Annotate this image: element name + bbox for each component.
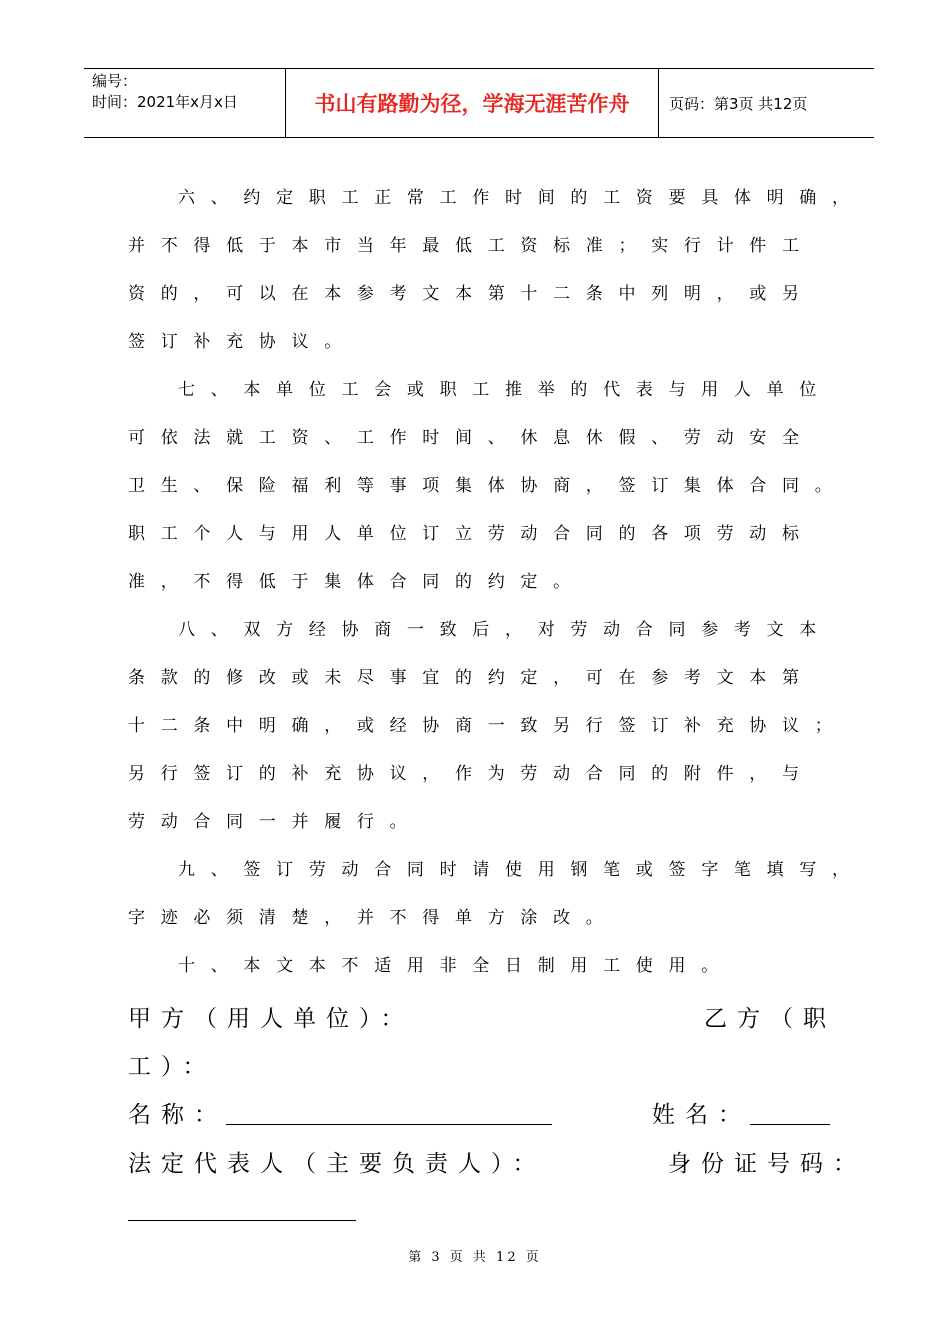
party-b-label: 乙方（职 (704, 1006, 836, 1032)
header-meta (84, 69, 286, 137)
p7-line-2: 可依法就工资、工作时间、休息休假、劳动安全 (128, 428, 815, 448)
p6-line-2: 并不得低于本市当年最低工资标准；实行计件工 (128, 236, 815, 256)
time-label: 时间：2021年x月x日 (92, 93, 238, 111)
id-label: 身份证号码： (668, 1151, 866, 1177)
name-label: 名称： (128, 1102, 227, 1128)
name-field-line (226, 1124, 552, 1125)
p6-line-4: 签订补充协议。 (128, 332, 357, 352)
p7-line-3: 卫生、保险福利等事项集体协商，签订集体合同。 (128, 476, 848, 496)
p8-line-5: 劳动合同一并履行。 (128, 812, 423, 832)
p8-line-3: 十二条中明确，或经协商一致另行签订补充协议； (128, 716, 848, 736)
p7-line-1: 七、本单位工会或职工推举的代表与用人单位 (178, 380, 832, 400)
page-footer: 第 3 页 共 12 页 (408, 1250, 542, 1265)
legal-rep-label: 法定代表人（主要负责人）： (128, 1151, 546, 1177)
p9-line-2: 字迹必须清楚，并不得单方涂改。 (128, 908, 619, 928)
p10-line-1: 十、本文本不适用非全日制用工使用。 (178, 956, 734, 976)
p8-line-1: 八、双方经协商一致后，对劳动合同参考文本 (178, 620, 832, 640)
p6-line-3: 资的，可以在本参考文本第十二条中列明，或另 (128, 284, 815, 304)
p7-line-4: 职工个人与用人单位订立劳动合同的各项劳动标 (128, 524, 815, 544)
p9-line-1: 九、签订劳动合同时请使用钢笔或签字笔填写， (178, 860, 865, 880)
person-name-field-line (750, 1124, 830, 1125)
number-label: 编号： (92, 72, 138, 90)
header-page-label: 页码：第3页 共12页 (669, 94, 808, 113)
header-motto: 书山有路勤为径，学海无涯苦作舟 (286, 69, 659, 137)
p8-line-4: 另行签订的补充协议，作为劳动合同的附件，与 (128, 764, 815, 784)
p7-line-5: 准，不得低于集体合同的约定。 (128, 572, 586, 592)
header-table (84, 68, 874, 138)
party-a-label: 甲方（用人单位）： (128, 1006, 414, 1032)
party-b-label-cont: 工）： (128, 1054, 216, 1080)
p6-line-1: 六、约定职工正常工作时间的工资要具体明确， (178, 188, 865, 208)
p8-line-2: 条款的修改或未尽事宜的约定，可在参考文本第 (128, 668, 815, 688)
legal-rep-field-line (128, 1220, 356, 1221)
person-name-label: 姓名： (652, 1102, 751, 1128)
